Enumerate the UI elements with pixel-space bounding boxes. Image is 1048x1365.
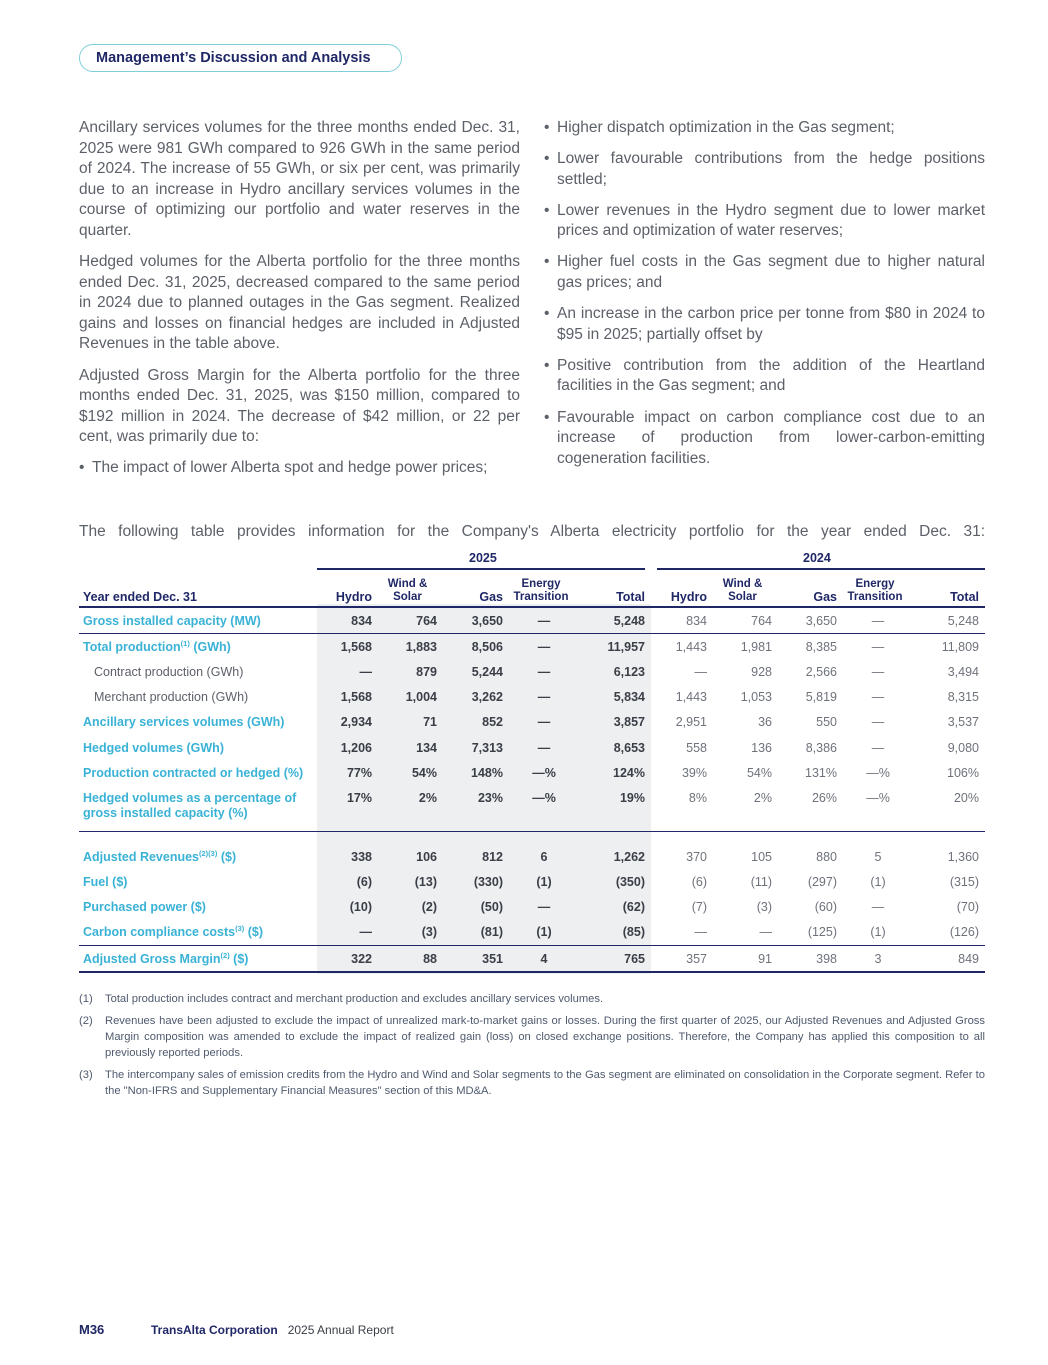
value-cell-2024: 11,809: [941, 639, 979, 654]
col-header-hydro: Hydro: [670, 590, 707, 604]
row-label-text: Carbon compliance costs: [83, 925, 236, 940]
table-row: [79, 634, 985, 660]
value-cell-2025: 812: [482, 849, 503, 864]
value-cell-2025: 106: [416, 849, 437, 864]
value-cell-2025: 2%: [418, 791, 437, 806]
row-label: [79, 895, 317, 920]
report-name: 2025 Annual Report: [287, 1323, 394, 1337]
value-cell-2024: (125): [807, 925, 837, 940]
value-cell-2025: 7,313: [471, 740, 503, 755]
col-header-line: Energy: [521, 578, 561, 590]
value-cell-2024: 2,566: [805, 664, 837, 679]
value-cell-2024: —: [871, 639, 885, 654]
value-cell-2024: 834: [686, 613, 707, 628]
row-label: [79, 870, 317, 895]
value-cell-2025: 1,883: [405, 639, 437, 654]
row-label-text: Hedged volumes (GWh): [83, 740, 224, 755]
value-cell-2025: —: [537, 613, 551, 628]
row-label-text: Fuel ($): [83, 875, 128, 890]
value-cell-2024: 550: [816, 715, 837, 730]
row-label: [79, 760, 317, 785]
value-cell-2024: (6): [691, 875, 707, 890]
value-cell-2024: 5,248: [947, 613, 979, 628]
value-cell-2024: 105: [751, 849, 772, 864]
col-header-energy-transition: [509, 570, 579, 607]
value-cell-2025: 5,834: [613, 690, 645, 705]
value-cell-2025: 17%: [346, 791, 372, 806]
footnote-text: Revenues have been adjusted to exclude the impact of unrealized mark-to-market gains or losses. During the first quarter of 2025, our Adjusted Revenues and Adjusted Gross Margin composition was amended to exclude the impact of realized gain (loss) on closed exchange positions. Therefore, the Company has applied this composition to all previously reported periods.: [105, 1015, 985, 1059]
spacer-cell: [79, 832, 985, 845]
value-cell-2025: 6,123: [613, 664, 645, 679]
value-cell-2025: 764: [416, 613, 437, 628]
footnote: [79, 991, 985, 1007]
value-cell-2024: 39%: [681, 765, 707, 780]
bullet-item: • Higher dispatch optimization in the Gas segment;: [544, 118, 985, 139]
value-cell-2025: (350): [615, 875, 645, 890]
value-cell-2025: (2): [421, 900, 437, 915]
value-cell-2025: 879: [416, 664, 437, 679]
value-cell-2024: (297): [807, 875, 837, 890]
paragraph: Ancillary services volumes for the three months ended Dec. 31, 2025 were 981 GWh compared to 926 GWh in the same period of 2024. The increase of 55 GWh, or six per cent, was primarily due to an increase in Hydro ancillary services volumes in the course of optimizing our portfolio and water reserves in the quarter.: [79, 119, 520, 239]
table-intro: The following table provides information for the Company's Alberta electricity portfolio for the year ended Dec. 31:: [79, 523, 985, 540]
value-cell-2024: 8,386: [805, 740, 837, 755]
row-label-text: Ancillary services volumes (GWh): [83, 715, 285, 730]
value-cell-2024: 3,494: [947, 664, 979, 679]
value-cell-2025: 852: [482, 715, 503, 730]
value-cell-2025: —: [537, 715, 551, 730]
value-cell-2024: —%: [866, 791, 890, 806]
value-cell-2025: 71: [423, 715, 437, 730]
value-cell-2024: 398: [816, 951, 837, 966]
row-label: [79, 710, 317, 735]
value-cell-2025: 54%: [411, 765, 437, 780]
bullet-item: • The impact of lower Alberta spot and hedge power prices;: [79, 458, 520, 479]
value-cell-2025: (1): [536, 875, 552, 890]
value-cell-2024: 36: [758, 715, 772, 730]
row-label: [79, 844, 317, 869]
bullet-item: • Lower favourable contributions from the hedge positions settled;: [544, 149, 985, 190]
year-2024-label: 2024: [803, 551, 831, 565]
col-header-total: Total: [950, 590, 979, 604]
row-label: [79, 634, 317, 660]
value-cell-2025: (330): [473, 875, 503, 890]
value-cell-2025: 2,934: [340, 715, 372, 730]
value-cell-2024: —: [871, 613, 885, 628]
value-cell-2025: —: [537, 900, 551, 915]
value-cell-2025: (50): [480, 900, 503, 915]
value-cell-2024: 9,080: [947, 740, 979, 755]
right-text-column: [544, 118, 985, 480]
table-body: [79, 607, 985, 972]
row-label-text: Purchased power ($): [83, 900, 206, 915]
table-row: [79, 844, 985, 869]
value-cell-2025: 11,957: [607, 639, 645, 654]
value-cell-2024: 880: [816, 849, 837, 864]
section-header-pill: [79, 44, 402, 72]
row-label: [79, 946, 317, 973]
value-cell-2025: —: [537, 639, 551, 654]
value-cell-2024: (11): [750, 875, 772, 890]
row-label: [79, 785, 317, 832]
value-cell-2025: 5,244: [471, 664, 503, 679]
page-number: M36: [79, 1322, 105, 1337]
value-cell-2024: 2,951: [675, 715, 707, 730]
table-row: [79, 710, 985, 735]
value-cell-2025: 23%: [477, 791, 503, 806]
left-text-column: [79, 118, 520, 490]
value-cell-2024: 106%: [947, 765, 979, 780]
value-cell-2025: 1,568: [340, 639, 372, 654]
footnote-text: The intercompany sales of emission credits from the Hydro and Wind and Solar segments to the Gas segment are eliminated on consolidation in the Corporate segment. Refer to the "Non-IFRS and Supplementary Financial Measures" section of this MD&A.: [105, 1069, 985, 1097]
value-cell-2025: —: [537, 690, 551, 705]
bullet-list: [544, 118, 985, 469]
row-label-unit: ($): [229, 951, 249, 966]
col-header-wind-solar: [378, 570, 443, 607]
row-label-unit: ($): [217, 849, 237, 864]
paragraph: Hedged volumes for the Alberta portfolio for the three months ended Dec. 31, 2025, decreased compared to the same period in 2024 due to planned outages in the Gas segment. Realized gains and losses on financial hedges are included in Adjusted Revenues in the table above.: [79, 253, 520, 353]
footnote-number: (1): [79, 993, 93, 1005]
row-label-text: Gross installed capacity (MW): [83, 613, 261, 628]
bullet-item: • An increase in the carbon price per tonne from $80 in 2024 to $95 in 2025; partially offset by: [544, 304, 985, 345]
year-2025-label: 2025: [469, 551, 497, 565]
value-cell-2024: (126): [949, 925, 979, 940]
row-label: [79, 920, 317, 946]
paragraph: Adjusted Gross Margin for the Alberta portfolio for the three months ended Dec. 31, 2025, was $150 million, compared to $192 million in 2024. The decrease of $42 million, or 22 per cent, was primarily due to:: [79, 366, 520, 446]
footnote: [79, 1067, 985, 1099]
col-header-line: Transition: [513, 591, 569, 603]
row-label-text: Hedged volumes as a percentage of gross installed capacity (%): [83, 791, 297, 821]
bullet-item: • Lower revenues in the Hydro segment due to lower market prices and optimization of water reserves;: [544, 201, 985, 242]
value-cell-2024: 8,385: [805, 639, 837, 654]
footnote-text: Total production includes contract and merchant production and excludes ancillary services volumes.: [105, 993, 604, 1005]
col-header-energy-transition: [843, 570, 913, 607]
value-cell-2024: —: [694, 664, 707, 679]
value-cell-2024: —: [871, 740, 885, 755]
value-cell-2025: (62): [622, 900, 645, 915]
row-label-text: Adjusted Revenues: [83, 849, 200, 864]
value-cell-2024: 2%: [753, 791, 772, 806]
value-cell-2025: (1): [536, 925, 552, 940]
column-header-row: [79, 570, 985, 607]
value-cell-2024: —: [871, 664, 885, 679]
value-cell-2024: (70): [956, 900, 979, 915]
value-cell-2025: 765: [624, 951, 645, 966]
col-header-line: Solar: [393, 591, 422, 603]
page-footer: [79, 1322, 394, 1337]
value-cell-2024: 370: [686, 849, 707, 864]
col-header-hydro: Hydro: [335, 590, 372, 604]
value-cell-2025: (85): [622, 925, 645, 940]
value-cell-2024: —: [871, 715, 885, 730]
row-label-text: Production contracted or hedged (%): [83, 765, 304, 780]
value-cell-2025: —: [537, 740, 551, 755]
col-header-wind-solar: [713, 570, 778, 607]
value-cell-2024: 3,650: [805, 613, 837, 628]
value-cell-2024: 91: [758, 951, 772, 966]
value-cell-2024: 3: [874, 951, 882, 966]
value-cell-2025: 1,206: [340, 740, 372, 755]
bullet-item: • Positive contribution from the addition of the Heartland facilities in the Gas segment; and: [544, 356, 985, 397]
row-label-text: Contract production (GWh): [94, 664, 244, 679]
value-cell-2025: 4: [540, 951, 548, 966]
col-header-gas: Gas: [813, 590, 837, 604]
value-cell-2025: 338: [351, 849, 372, 864]
table-row: [79, 659, 985, 684]
row-label-text: Total production: [83, 639, 181, 654]
value-cell-2024: 357: [686, 951, 707, 966]
value-cell-2024: 136: [751, 740, 772, 755]
value-cell-2025: 19%: [619, 791, 645, 806]
value-cell-2024: 26%: [811, 791, 837, 806]
col-header-gas: Gas: [479, 590, 503, 604]
value-cell-2025: 3,262: [471, 690, 503, 705]
value-cell-2024: 131%: [805, 765, 837, 780]
footnotes: [79, 991, 985, 1105]
value-cell-2024: (315): [949, 875, 979, 890]
value-cell-2025: 77%: [346, 765, 372, 780]
table-row: [79, 785, 985, 832]
footnote-ref: (2): [220, 950, 230, 960]
value-cell-2025: —%: [532, 791, 556, 806]
value-cell-2025: 8,653: [613, 740, 645, 755]
value-cell-2025: 1,568: [340, 690, 372, 705]
footnote-ref: (3): [235, 924, 245, 934]
value-cell-2025: 351: [482, 951, 503, 966]
value-cell-2025: (81): [480, 925, 503, 940]
value-cell-2025: —%: [532, 765, 556, 780]
value-cell-2025: 88: [423, 951, 437, 966]
bullet-item: • Favourable impact on carbon compliance cost due to an increase of production from lower-carbon-emitting cogeneration facilities.: [544, 408, 985, 470]
value-cell-2024: (1): [870, 925, 886, 940]
row-label: [79, 607, 317, 634]
value-cell-2024: 20%: [953, 791, 979, 806]
company-name: TransAlta Corporation: [151, 1323, 278, 1337]
col-header-line: Solar: [728, 591, 757, 603]
value-cell-2024: —: [759, 925, 772, 940]
value-cell-2025: 6: [540, 849, 548, 864]
bullet-list: [79, 458, 520, 479]
value-cell-2024: (60): [814, 900, 837, 915]
value-cell-2024: —: [871, 690, 885, 705]
value-cell-2024: 54%: [746, 765, 772, 780]
value-cell-2025: 3,857: [613, 715, 645, 730]
value-cell-2024: 1,360: [947, 849, 979, 864]
row-label-text: Merchant production (GWh): [94, 690, 249, 705]
row-label: [79, 735, 317, 760]
value-cell-2025: 1,004: [405, 690, 437, 705]
footnote: [79, 1013, 985, 1061]
spacer-row: [79, 832, 985, 845]
value-cell-2024: —: [694, 925, 707, 940]
value-cell-2025: —: [537, 664, 551, 679]
footnote-number: (3): [79, 1069, 93, 1081]
value-cell-2025: 124%: [613, 765, 645, 780]
value-cell-2025: (3): [421, 925, 437, 940]
value-cell-2024: 1,981: [740, 639, 772, 654]
value-cell-2025: 3,650: [471, 613, 503, 628]
section-title: Management’s Discussion and Analysis: [96, 50, 371, 66]
value-cell-2024: —: [871, 900, 885, 915]
footnote-number: (2): [79, 1015, 93, 1027]
row-label-text: Adjusted Gross Margin: [83, 951, 221, 966]
col-header-line: Energy: [855, 578, 895, 590]
value-cell-2024: —%: [866, 765, 890, 780]
value-cell-2024: 3,537: [947, 715, 979, 730]
col-header-label: Year ended Dec. 31: [83, 590, 197, 604]
table-row: [79, 760, 985, 785]
table-row: [79, 607, 985, 634]
value-cell-2024: 764: [751, 613, 772, 628]
value-cell-2024: 5: [874, 849, 882, 864]
table-row: [79, 946, 985, 973]
footnote-ref: (1): [180, 638, 190, 648]
table-row: [79, 735, 985, 760]
value-cell-2025: (13): [414, 875, 437, 890]
value-cell-2025: 148%: [471, 765, 503, 780]
table-row: [79, 685, 985, 710]
value-cell-2024: (3): [756, 900, 772, 915]
col-header-line: Wind &: [387, 578, 428, 590]
value-cell-2025: 134: [416, 740, 437, 755]
row-label: [79, 659, 317, 684]
value-cell-2024: 558: [686, 740, 707, 755]
value-cell-2025: —: [359, 925, 372, 940]
value-cell-2025: —: [359, 664, 372, 679]
row-label-unit: ($): [244, 925, 264, 940]
value-cell-2024: (1): [870, 875, 886, 890]
value-cell-2024: 1,053: [740, 690, 772, 705]
table-row: [79, 895, 985, 920]
bullet-item: • Higher fuel costs in the Gas segment due to higher natural gas prices; and: [544, 252, 985, 293]
value-cell-2025: (6): [356, 875, 372, 890]
col-header-line: Wind &: [722, 578, 763, 590]
data-table: [79, 570, 985, 973]
value-cell-2025: 322: [351, 951, 372, 966]
col-header-line: Transition: [847, 591, 903, 603]
value-cell-2025: 1,262: [613, 849, 645, 864]
value-cell-2024: (7): [691, 900, 707, 915]
row-label-unit: (GWh): [189, 639, 231, 654]
col-header-total: Total: [616, 590, 645, 604]
value-cell-2024: 1,443: [675, 639, 707, 654]
row-label: [79, 685, 317, 710]
value-cell-2025: (10): [349, 900, 372, 915]
value-cell-2024: 5,819: [805, 690, 837, 705]
value-cell-2024: 928: [751, 664, 772, 679]
value-cell-2025: 834: [351, 613, 372, 628]
value-cell-2025: 5,248: [613, 613, 645, 628]
footnote-ref: (2)(3): [199, 848, 218, 858]
table-row: [79, 920, 985, 946]
value-cell-2025: 8,506: [471, 639, 503, 654]
value-cell-2024: 8,315: [947, 690, 979, 705]
value-cell-2024: 8%: [688, 791, 707, 806]
table-row: [79, 870, 985, 895]
value-cell-2024: 849: [958, 951, 979, 966]
value-cell-2024: 1,443: [675, 690, 707, 705]
